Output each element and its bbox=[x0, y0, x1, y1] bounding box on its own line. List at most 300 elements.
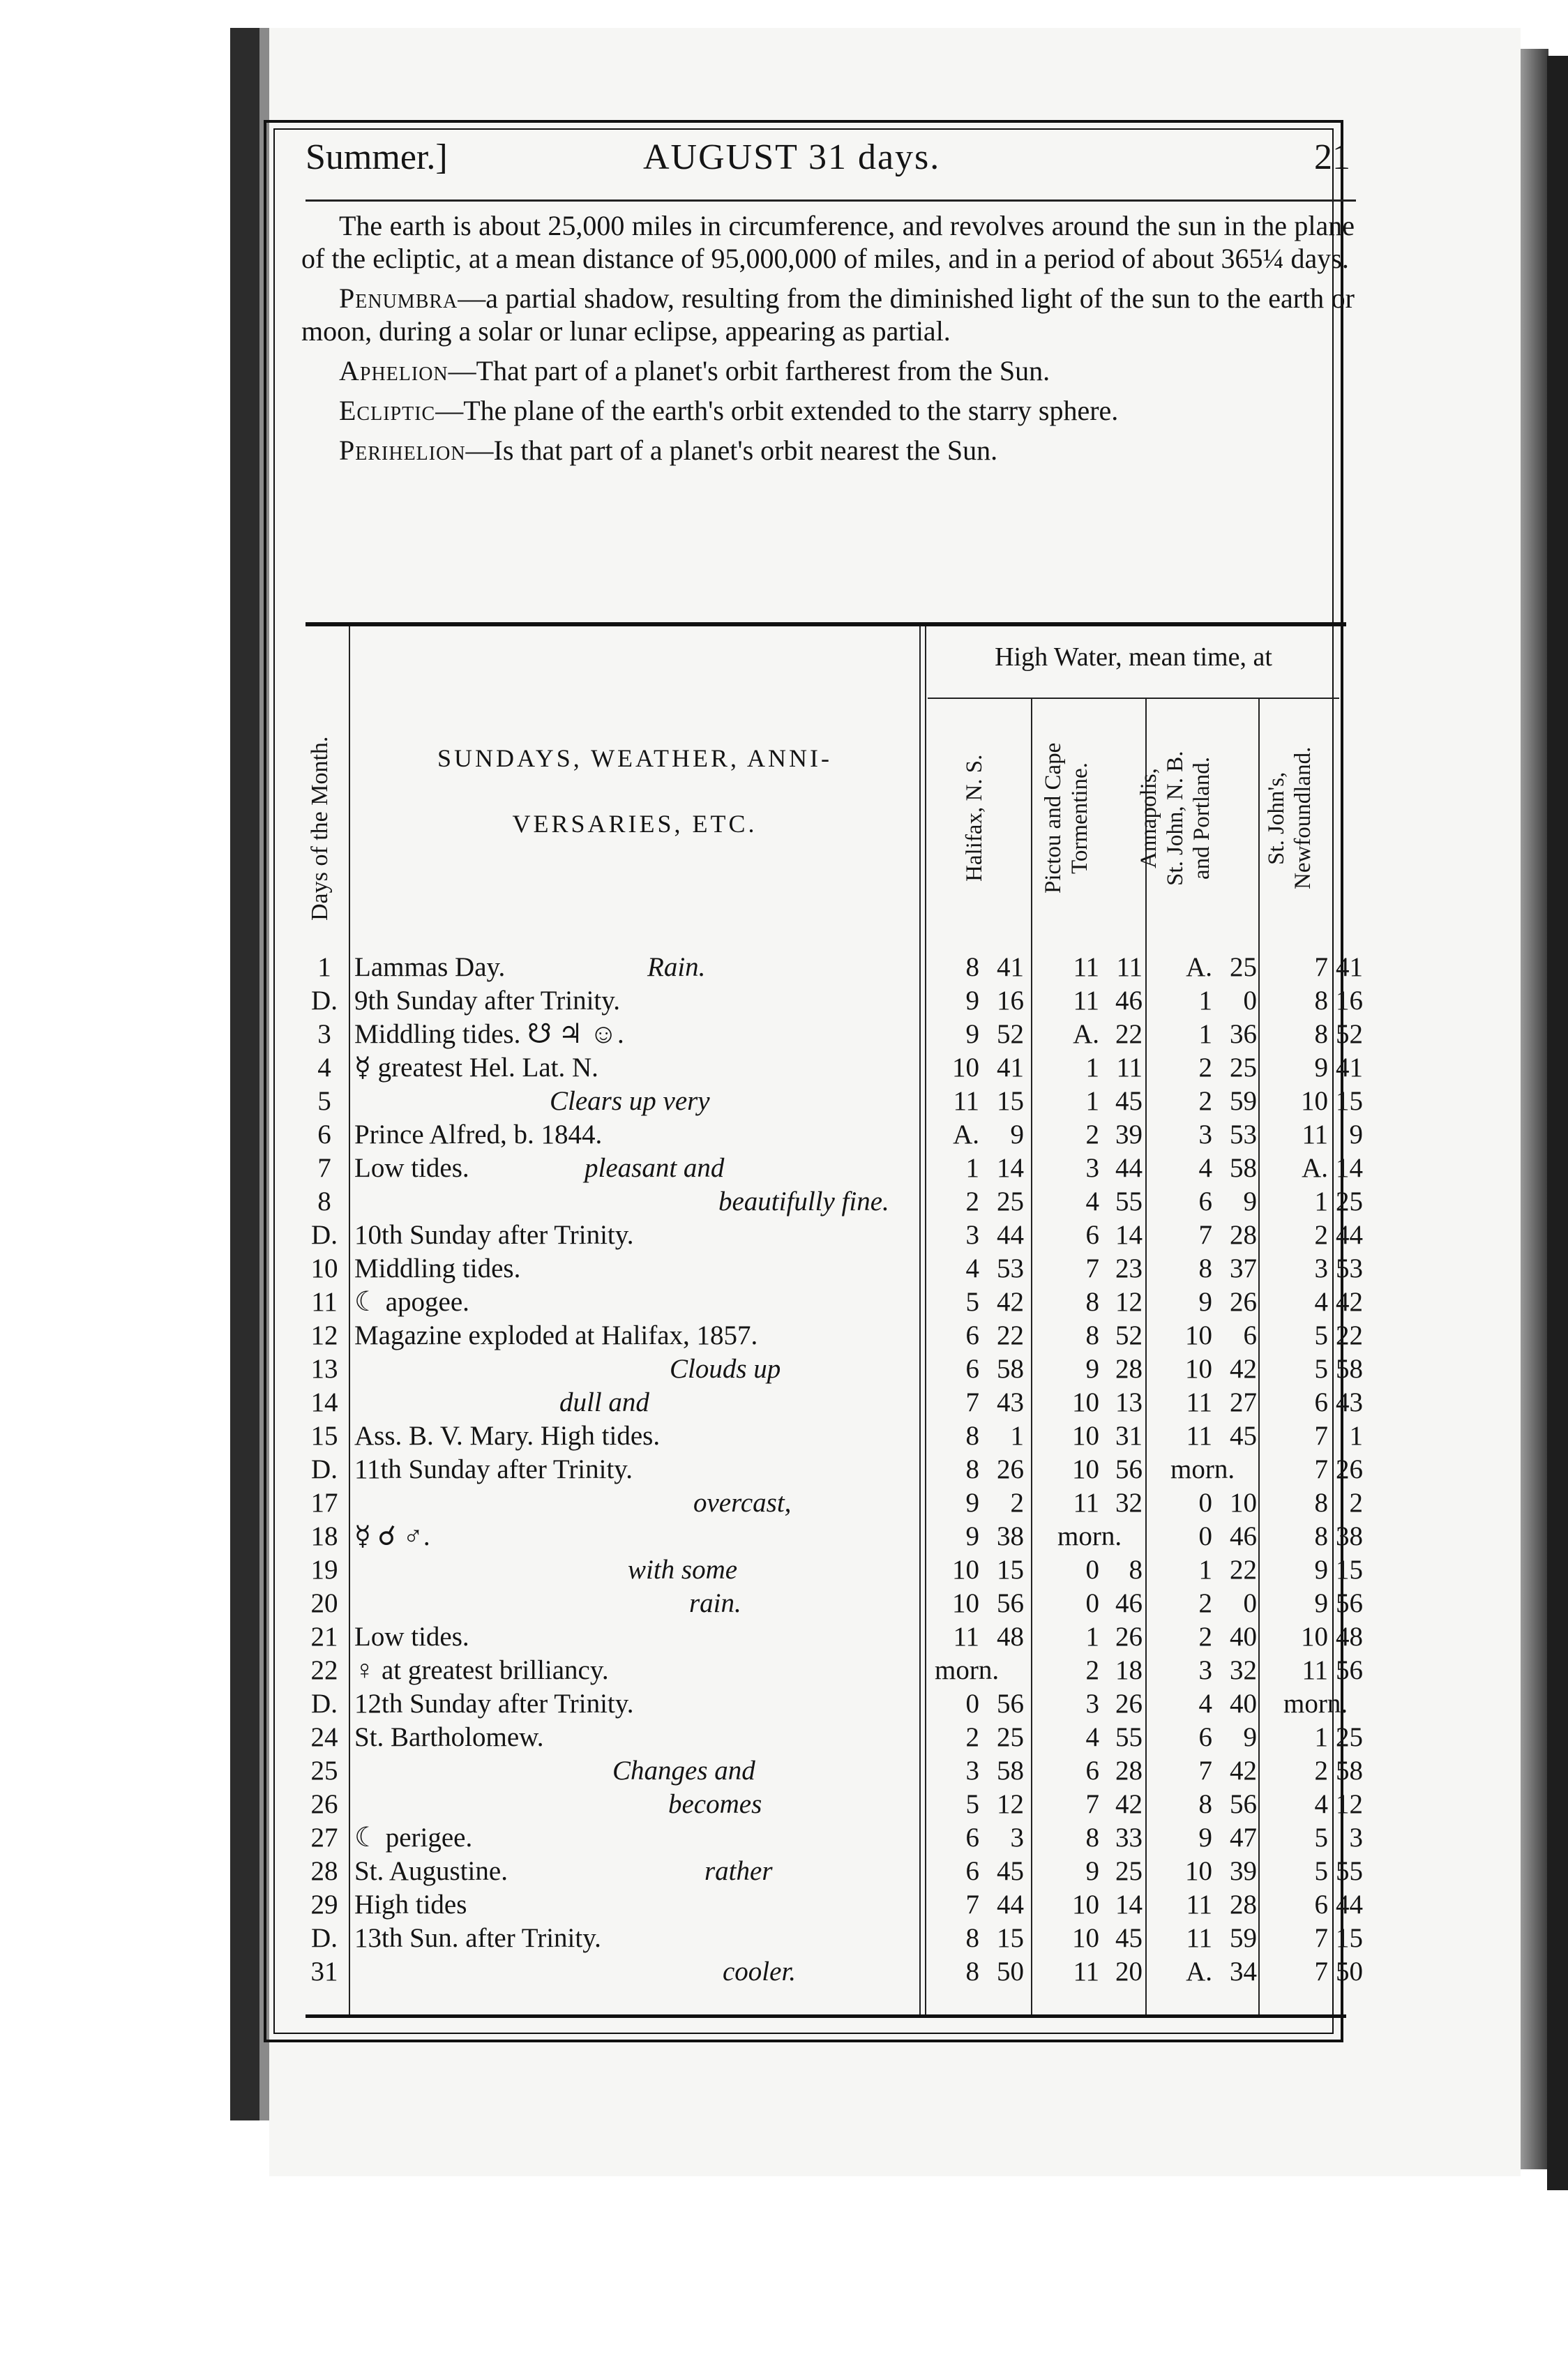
tide-minute: 56 bbox=[997, 1689, 1024, 1719]
tide-hour: 8 bbox=[965, 1957, 979, 1987]
event-cell: Lammas Day. bbox=[354, 952, 506, 982]
tide-hour: 8 bbox=[965, 1923, 979, 1953]
day-cell: 6 bbox=[317, 1120, 331, 1150]
tide-hour: 9 bbox=[1314, 1588, 1328, 1618]
tide-minute: 11 bbox=[1116, 1053, 1143, 1083]
page-number: 21 bbox=[1314, 137, 1350, 177]
weather-cell: Rain. bbox=[647, 952, 706, 982]
main-column-header bbox=[356, 725, 914, 857]
tide-minute: 41 bbox=[1336, 952, 1363, 982]
day-cell: 22 bbox=[310, 1655, 338, 1685]
tide-minute: 39 bbox=[1115, 1120, 1143, 1150]
tide-hour: 11 bbox=[1073, 952, 1099, 982]
tide-hour: 1 bbox=[1198, 1555, 1212, 1585]
port-header-line: Tormentine. bbox=[1067, 762, 1092, 874]
tide-hour: 10 bbox=[1072, 1923, 1099, 1953]
tide-minute: 12 bbox=[1336, 1789, 1363, 1819]
main-header-line2: VERSARIES, ETC. bbox=[512, 810, 757, 838]
tide-minute: 1 bbox=[1349, 1421, 1363, 1451]
tide-minute: 43 bbox=[997, 1387, 1024, 1417]
tide-hour: 8 bbox=[1085, 1287, 1099, 1317]
day-cell: 17 bbox=[310, 1488, 338, 1518]
weather-cell: beautifully fine. bbox=[718, 1186, 889, 1216]
intro-paragraph: The earth is about 25,000 miles in circumference, and revolves around the sun in the plane of the ecliptic, at a mean distance of 95,000,000 of miles, and in a period of about 365¼ days. bbox=[301, 210, 1355, 274]
tide-hour: 0 bbox=[1198, 1521, 1212, 1551]
tide-minute: 56 bbox=[1115, 1454, 1143, 1484]
tide-hour: 6 bbox=[1314, 1387, 1328, 1417]
tide-minute: 3 bbox=[1010, 1823, 1024, 1853]
day-cell: 1 bbox=[317, 952, 331, 982]
tide-hour: 10 bbox=[1072, 1421, 1099, 1451]
tide-minute: 38 bbox=[997, 1521, 1024, 1551]
tide-minute: 25 bbox=[997, 1722, 1024, 1752]
port-header-line: and Portland. bbox=[1189, 757, 1214, 880]
tide-hour: 8 bbox=[1314, 1019, 1328, 1049]
event-cell: Magazine exploded at Halifax, 1857. bbox=[354, 1320, 758, 1350]
tide-minute: 14 bbox=[1336, 1153, 1363, 1183]
tide-minute: 41 bbox=[997, 952, 1024, 982]
event-cell: ☿ greatest Hel. Lat. N. bbox=[354, 1053, 598, 1083]
tide-minute: 16 bbox=[1336, 986, 1363, 1016]
weather-cell: dull and bbox=[559, 1387, 649, 1417]
tide-hour: 8 bbox=[1314, 1521, 1328, 1551]
day-cell: 26 bbox=[310, 1789, 338, 1819]
days-of-month-header: Days of the Month. bbox=[307, 736, 333, 921]
table-row bbox=[300, 1821, 1363, 1855]
main-header-line1: SUNDAYS, WEATHER, ANNI- bbox=[437, 744, 833, 772]
tide-hour: 0 bbox=[1085, 1555, 1099, 1585]
tide-hour: 0 bbox=[1198, 1488, 1212, 1518]
tide-minute: 14 bbox=[1115, 1890, 1143, 1920]
tide-minute: 32 bbox=[1115, 1488, 1143, 1518]
tide-minute: 37 bbox=[1230, 1253, 1257, 1283]
tide-minute: 58 bbox=[1336, 1354, 1363, 1384]
tide-hour: 7 bbox=[1085, 1789, 1099, 1819]
tide-hour: 3 bbox=[1085, 1153, 1099, 1183]
event-cell: 9th Sunday after Trinity. bbox=[354, 986, 620, 1016]
month-title: AUGUST 31 days. bbox=[643, 137, 941, 177]
day-cell: 10 bbox=[310, 1253, 338, 1283]
day-cell: 24 bbox=[310, 1722, 338, 1752]
page-edge-dark bbox=[1547, 56, 1568, 2190]
tide-hour: 1 bbox=[1085, 1053, 1099, 1083]
tide-minute: 26 bbox=[1115, 1622, 1143, 1652]
tide-minute: 25 bbox=[1230, 1053, 1257, 1083]
tide-minute: 56 bbox=[1336, 1655, 1363, 1685]
tide-minute: 15 bbox=[1336, 1086, 1363, 1116]
definitions-list bbox=[301, 282, 1355, 467]
tide-hour: 2 bbox=[1314, 1756, 1328, 1786]
tide-hour: 11 bbox=[1302, 1655, 1328, 1685]
tide-hour: 1 bbox=[1198, 986, 1212, 1016]
weather-cell: cooler. bbox=[723, 1957, 797, 1987]
table-row bbox=[300, 1486, 1363, 1521]
season-label: Summer.] bbox=[306, 137, 448, 177]
tide-minute: 22 bbox=[1230, 1555, 1257, 1585]
table-row bbox=[300, 1285, 1363, 1320]
tide-hour: 8 bbox=[965, 1421, 979, 1451]
tide-minute: 18 bbox=[1115, 1655, 1143, 1685]
definition-term: Aphelion bbox=[339, 355, 448, 386]
table-row bbox=[300, 1787, 1363, 1822]
tide-hour: 2 bbox=[1085, 1655, 1099, 1685]
tide-cell: morn. bbox=[1170, 1454, 1235, 1484]
tide-hour: 1 bbox=[965, 1153, 979, 1183]
tide-minute: 20 bbox=[1115, 1957, 1143, 1987]
event-cell: 12th Sunday after Trinity. bbox=[354, 1689, 634, 1719]
table-row bbox=[300, 1586, 1363, 1621]
tide-minute: 22 bbox=[1115, 1019, 1143, 1049]
tide-minute: 14 bbox=[997, 1153, 1024, 1183]
day-cell: 15 bbox=[310, 1421, 338, 1451]
tide-minute: 42 bbox=[997, 1287, 1024, 1317]
tide-hour: 1 bbox=[1085, 1086, 1099, 1116]
tide-minute: 42 bbox=[1230, 1756, 1257, 1786]
table-row bbox=[300, 1519, 1363, 1554]
day-cell: 5 bbox=[317, 1086, 331, 1116]
tide-minute: 28 bbox=[1115, 1354, 1143, 1384]
event-cell: Prince Alfred, b. 1844. bbox=[354, 1120, 603, 1150]
tide-hour: 7 bbox=[1314, 1454, 1328, 1484]
tide-hour: 3 bbox=[1198, 1120, 1212, 1150]
day-cell: D. bbox=[311, 1454, 338, 1484]
day-cell: 13 bbox=[310, 1354, 338, 1384]
day-cell: 25 bbox=[310, 1756, 338, 1786]
tide-minute: 25 bbox=[1230, 952, 1257, 982]
tide-minute: 11 bbox=[1116, 952, 1143, 982]
tide-minute: 46 bbox=[1230, 1521, 1257, 1551]
definition-term: Perihelion bbox=[339, 435, 466, 466]
tide-minute: 15 bbox=[997, 1555, 1024, 1585]
port-header-line: St. John's, bbox=[1264, 771, 1289, 865]
day-cell: 11 bbox=[311, 1287, 338, 1317]
tide-hour: 9 bbox=[965, 1019, 979, 1049]
tide-hour: 7 bbox=[1314, 1923, 1328, 1953]
tide-hour: 7 bbox=[1198, 1756, 1212, 1786]
tide-minute: 26 bbox=[1115, 1689, 1143, 1719]
day-cell: 14 bbox=[310, 1387, 338, 1417]
tide-cell: morn. bbox=[1283, 1689, 1348, 1719]
port-header-3 bbox=[1263, 711, 1316, 925]
tide-minute: 22 bbox=[1336, 1320, 1363, 1350]
tide-minute: 33 bbox=[1115, 1823, 1143, 1853]
tide-hour: 3 bbox=[965, 1756, 979, 1786]
tide-minute: 59 bbox=[1230, 1086, 1257, 1116]
tide-minute: 3 bbox=[1349, 1823, 1363, 1853]
tide-hour: A. bbox=[1186, 952, 1212, 982]
tide-hour: 4 bbox=[1198, 1689, 1212, 1719]
tide-cell: morn. bbox=[1057, 1521, 1122, 1551]
tide-minute: 41 bbox=[1336, 1053, 1363, 1083]
tide-hour: 1 bbox=[1198, 1019, 1212, 1049]
tide-minute: 39 bbox=[1230, 1856, 1257, 1886]
tide-minute: 15 bbox=[1336, 1923, 1363, 1953]
tide-hour: 5 bbox=[965, 1287, 979, 1317]
tide-hour: 2 bbox=[1198, 1622, 1212, 1652]
day-cell: D. bbox=[311, 986, 338, 1016]
tide-minute: 12 bbox=[1115, 1287, 1143, 1317]
tide-minute: 52 bbox=[997, 1019, 1024, 1049]
port-header-line: Newfoundland. bbox=[1290, 746, 1316, 890]
tide-hour: 10 bbox=[1185, 1354, 1212, 1384]
tide-hour: 7 bbox=[1314, 1957, 1328, 1987]
port-header-line: Halifax, N. S. bbox=[962, 754, 987, 882]
day-cell: 8 bbox=[317, 1186, 331, 1216]
table-row bbox=[300, 1251, 1363, 1286]
tide-hour: 10 bbox=[1301, 1622, 1328, 1652]
tide-minute: 55 bbox=[1336, 1856, 1363, 1886]
tide-hour: 2 bbox=[965, 1186, 979, 1216]
tide-minute: 26 bbox=[1230, 1287, 1257, 1317]
tide-hour: 0 bbox=[1085, 1588, 1099, 1618]
tide-hour: 11 bbox=[1186, 1890, 1212, 1920]
tide-minute: 8 bbox=[1129, 1555, 1143, 1585]
tide-hour: 2 bbox=[1314, 1220, 1328, 1250]
binding-shadow bbox=[230, 28, 259, 2120]
tide-hour: 9 bbox=[1314, 1555, 1328, 1585]
definition-text: —a partial shadow, resulting from the diminished light of the sun to the earth or moon, during a solar or lunar eclipse, appearing as partial. bbox=[301, 282, 1355, 347]
day-cell: 18 bbox=[310, 1521, 338, 1551]
tide-hour: 7 bbox=[1198, 1220, 1212, 1250]
tide-hour: 2 bbox=[1198, 1053, 1212, 1083]
tide-hour: 3 bbox=[1085, 1689, 1099, 1719]
event-cell: Ass. B. V. Mary. High tides. bbox=[354, 1421, 661, 1451]
tide-hour: 5 bbox=[1314, 1320, 1328, 1350]
tide-hour: 5 bbox=[1314, 1823, 1328, 1853]
weather-cell: Changes and bbox=[612, 1756, 755, 1786]
tide-minute: 44 bbox=[997, 1890, 1024, 1920]
tide-minute: 46 bbox=[1115, 986, 1143, 1016]
tide-minute: 16 bbox=[997, 986, 1024, 1016]
tide-cell: morn. bbox=[935, 1655, 1000, 1685]
table-row bbox=[300, 1754, 1363, 1788]
event-cell: ☾ perigee. bbox=[354, 1823, 473, 1853]
tide-hour: 1 bbox=[1314, 1722, 1328, 1752]
table-row bbox=[300, 1385, 1363, 1420]
tide-minute: 25 bbox=[1115, 1856, 1143, 1886]
event-cell: High tides bbox=[354, 1890, 467, 1920]
tide-minute: 47 bbox=[1230, 1823, 1257, 1853]
tide-hour: 11 bbox=[1186, 1923, 1212, 1953]
port-header-line: Annapolis, bbox=[1136, 768, 1161, 868]
table-row bbox=[300, 1419, 1363, 1454]
day-cell: D. bbox=[311, 1923, 338, 1953]
table-row bbox=[300, 1620, 1363, 1655]
tide-hour: 11 bbox=[1186, 1421, 1212, 1451]
tide-hour: 8 bbox=[1085, 1823, 1099, 1853]
day-cell: 7 bbox=[317, 1153, 331, 1183]
event-cell: 13th Sun. after Trinity. bbox=[354, 1923, 601, 1953]
page-edge-shadow bbox=[1521, 49, 1548, 2169]
tide-hour: 9 bbox=[965, 1521, 979, 1551]
tide-minute: 59 bbox=[1230, 1923, 1257, 1953]
tide-minute: 34 bbox=[1230, 1957, 1257, 1987]
table-row bbox=[300, 984, 1363, 1018]
tide-minute: 15 bbox=[1336, 1555, 1363, 1585]
tide-hour: 8 bbox=[965, 952, 979, 982]
high-water-subrule bbox=[928, 698, 1339, 699]
event-cell: Low tides. bbox=[354, 1153, 469, 1183]
tide-minute: 50 bbox=[1336, 1957, 1363, 1987]
tide-hour: 7 bbox=[1314, 1421, 1328, 1451]
definition-text: —The plane of the earth's orbit extended to the starry sphere. bbox=[435, 395, 1119, 426]
table-row bbox=[300, 1553, 1363, 1588]
tide-minute: 0 bbox=[1243, 1588, 1257, 1618]
tide-minute: 25 bbox=[1336, 1722, 1363, 1752]
event-cell: St. Augustine. bbox=[354, 1856, 508, 1886]
intro-text bbox=[301, 209, 1355, 474]
tide-minute: 45 bbox=[997, 1856, 1024, 1886]
tide-hour: 5 bbox=[1314, 1856, 1328, 1886]
tide-hour: 8 bbox=[965, 1454, 979, 1484]
table-bottom-rule bbox=[306, 2014, 1346, 2018]
tide-hour: 6 bbox=[1085, 1756, 1099, 1786]
table-row bbox=[300, 1184, 1363, 1219]
tide-minute: 46 bbox=[1115, 1588, 1143, 1618]
weather-cell: becomes bbox=[668, 1789, 762, 1819]
tide-hour: 5 bbox=[965, 1789, 979, 1819]
tide-hour: 3 bbox=[965, 1220, 979, 1250]
day-cell: 19 bbox=[310, 1555, 338, 1585]
table-row bbox=[300, 950, 1363, 985]
table-row bbox=[300, 1084, 1363, 1119]
tide-hour: 11 bbox=[1302, 1120, 1328, 1150]
event-cell: Middling tides. ☋ ♃ ☺. bbox=[354, 1019, 624, 1049]
tide-minute: 50 bbox=[997, 1957, 1024, 1987]
tide-hour: 11 bbox=[953, 1622, 979, 1652]
definition-text: —Is that part of a planet's orbit nearest the Sun. bbox=[465, 435, 998, 466]
tide-minute: 52 bbox=[1336, 1019, 1363, 1049]
tide-minute: 56 bbox=[1230, 1789, 1257, 1819]
tide-minute: 15 bbox=[997, 1923, 1024, 1953]
tide-minute: 22 bbox=[997, 1320, 1024, 1350]
port-header-line: Pictou and Cape bbox=[1041, 742, 1066, 894]
table-row bbox=[300, 1017, 1363, 1052]
table-row bbox=[300, 1720, 1363, 1755]
weather-cell: Clouds up bbox=[670, 1354, 781, 1384]
table-row bbox=[300, 1318, 1363, 1353]
port-header-1 bbox=[1040, 711, 1093, 925]
tide-hour: A. bbox=[1302, 1153, 1328, 1183]
definition-0 bbox=[301, 282, 1355, 347]
tide-minute: 14 bbox=[1115, 1220, 1143, 1250]
tide-minute: 56 bbox=[1336, 1588, 1363, 1618]
tide-minute: 10 bbox=[1230, 1488, 1257, 1518]
table-row bbox=[300, 1117, 1363, 1152]
weather-cell: rain. bbox=[689, 1588, 741, 1618]
tide-hour: 6 bbox=[965, 1856, 979, 1886]
tide-minute: 36 bbox=[1230, 1019, 1257, 1049]
tide-hour: 9 bbox=[1085, 1354, 1099, 1384]
tide-hour: 3 bbox=[1314, 1253, 1328, 1283]
tide-minute: 42 bbox=[1115, 1789, 1143, 1819]
tide-minute: 31 bbox=[1115, 1421, 1143, 1451]
tide-hour: 7 bbox=[1085, 1253, 1099, 1283]
tide-hour: 2 bbox=[1198, 1588, 1212, 1618]
tide-minute: 13 bbox=[1115, 1387, 1143, 1417]
tide-hour: 9 bbox=[965, 986, 979, 1016]
tide-minute: 15 bbox=[997, 1086, 1024, 1116]
tide-minute: 28 bbox=[1230, 1890, 1257, 1920]
tide-hour: 1 bbox=[1314, 1186, 1328, 1216]
table-row bbox=[300, 1151, 1363, 1186]
tide-minute: 56 bbox=[997, 1588, 1024, 1618]
definition-term: Ecliptic bbox=[339, 395, 436, 426]
tide-minute: 26 bbox=[997, 1454, 1024, 1484]
table-row bbox=[300, 1887, 1363, 1922]
tide-hour: 6 bbox=[1085, 1220, 1099, 1250]
tide-minute: 27 bbox=[1230, 1387, 1257, 1417]
tide-hour: A. bbox=[1186, 1957, 1212, 1987]
tide-hour: 10 bbox=[952, 1555, 979, 1585]
tide-hour: 10 bbox=[1072, 1387, 1099, 1417]
tide-hour: 4 bbox=[1314, 1287, 1328, 1317]
table-row bbox=[300, 1352, 1363, 1387]
tide-hour: 2 bbox=[1085, 1120, 1099, 1150]
table-row bbox=[300, 1854, 1363, 1889]
tide-minute: 25 bbox=[997, 1186, 1024, 1216]
tide-hour: 5 bbox=[1314, 1354, 1328, 1384]
tide-hour: 9 bbox=[1314, 1053, 1328, 1083]
event-cell: Low tides. bbox=[354, 1622, 469, 1652]
tide-hour: 4 bbox=[1314, 1789, 1328, 1819]
tide-hour: 6 bbox=[965, 1823, 979, 1853]
tide-hour: 4 bbox=[1085, 1186, 1099, 1216]
tide-hour: 10 bbox=[952, 1053, 979, 1083]
tide-minute: 48 bbox=[1336, 1622, 1363, 1652]
tide-minute: 42 bbox=[1230, 1354, 1257, 1384]
tide-hour: 7 bbox=[965, 1387, 979, 1417]
tide-minute: 9 bbox=[1349, 1120, 1363, 1150]
tide-hour: 2 bbox=[965, 1722, 979, 1752]
definition-1 bbox=[301, 354, 1355, 387]
table-row bbox=[300, 1653, 1363, 1688]
event-cell: ♀ at greatest brilliancy. bbox=[354, 1655, 609, 1685]
event-cell: St. Bartholomew. bbox=[354, 1722, 544, 1752]
tide-hour: 10 bbox=[952, 1588, 979, 1618]
tide-minute: 45 bbox=[1230, 1421, 1257, 1451]
table-row bbox=[300, 1954, 1363, 1989]
tide-hour: 7 bbox=[1314, 952, 1328, 982]
tide-hour: 11 bbox=[1186, 1387, 1212, 1417]
tide-hour: 1 bbox=[1085, 1622, 1099, 1652]
table-row bbox=[300, 1921, 1363, 1956]
day-cell: D. bbox=[311, 1220, 338, 1250]
tide-minute: 48 bbox=[997, 1622, 1024, 1652]
tide-hour: 8 bbox=[1198, 1789, 1212, 1819]
tide-minute: 58 bbox=[1230, 1153, 1257, 1183]
day-cell: D. bbox=[311, 1689, 338, 1719]
tide-hour: 8 bbox=[1314, 1488, 1328, 1518]
tide-minute: 26 bbox=[1336, 1454, 1363, 1484]
tide-hour: 10 bbox=[1185, 1320, 1212, 1350]
port-header-2 bbox=[1136, 711, 1215, 925]
definition-3 bbox=[301, 434, 1355, 467]
tide-minute: 9 bbox=[1010, 1120, 1024, 1150]
tide-hour: 10 bbox=[1072, 1454, 1099, 1484]
table-row bbox=[300, 1050, 1363, 1085]
table-row bbox=[300, 1687, 1346, 1721]
tide-hour: 11 bbox=[1073, 1957, 1099, 1987]
tide-hour: 8 bbox=[1314, 986, 1328, 1016]
port-header-0 bbox=[961, 711, 988, 925]
event-cell: 10th Sunday after Trinity. bbox=[354, 1220, 634, 1250]
day-cell: 27 bbox=[310, 1823, 338, 1853]
tide-minute: 44 bbox=[997, 1220, 1024, 1250]
tide-minute: 41 bbox=[997, 1053, 1024, 1083]
day-cell: 29 bbox=[310, 1890, 338, 1920]
tide-hour: 10 bbox=[1185, 1856, 1212, 1886]
